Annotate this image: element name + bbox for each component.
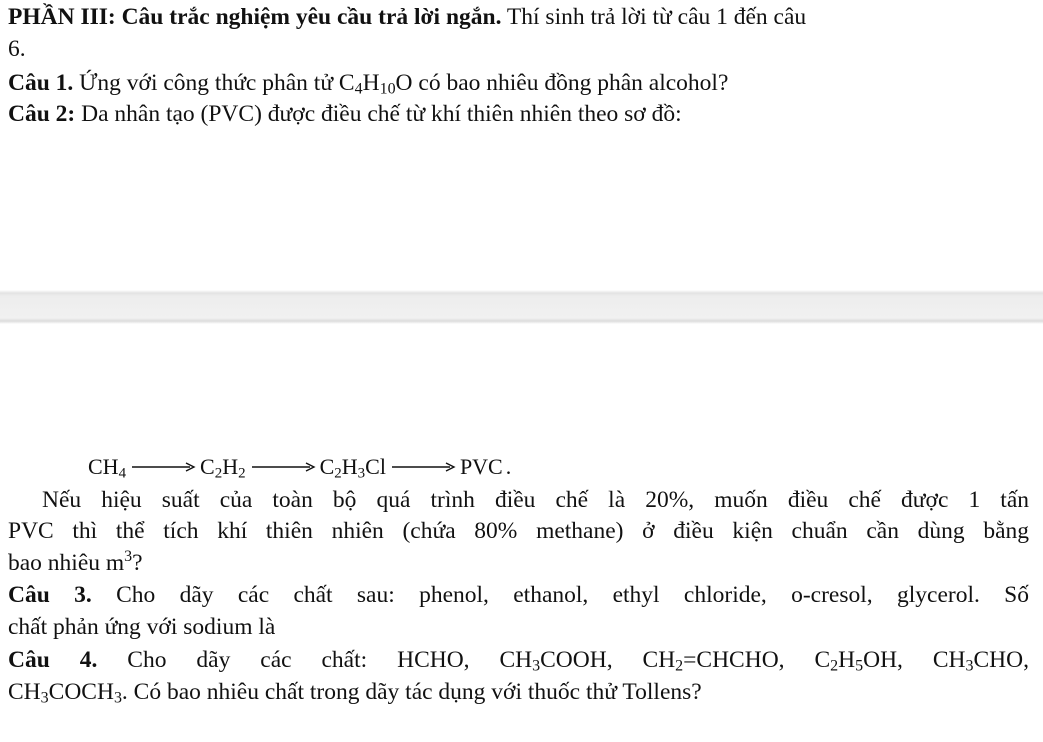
question-2-intro-text: Da nhân tạo (PVC) được điều chế từ khí thiên nhiên theo sơ đồ: xyxy=(81,101,682,127)
question-4-line-1 xyxy=(8,645,1029,675)
question-3-label: Câu 3. xyxy=(8,582,92,608)
question-4-label: Câu 4. xyxy=(8,647,98,673)
question-2-label: Câu 2: xyxy=(8,101,76,127)
part-header-line-1 xyxy=(8,2,1029,32)
part-header-line-2 xyxy=(8,34,1029,64)
part-header-instruction-cont: 6. xyxy=(8,36,26,62)
question-3-line-1 xyxy=(8,580,1029,610)
question-2-line-2: PVC thì thể tích khí thiên nhiên (chứa 80% methane) ở điều kiện chuẩn cần dùng bằng xyxy=(8,518,1029,544)
question-2-line-1: Nếu hiệu suất của toàn bộ quá trình điều chế là 20%, muốn điều chế được 1 tấn xyxy=(42,487,1029,513)
reaction-arrow-icon xyxy=(390,451,456,481)
question-1 xyxy=(8,68,1029,98)
question-3-line-2: chất phản ứng với sodium là xyxy=(8,614,276,640)
reaction-scheme xyxy=(88,452,511,482)
reaction-arrow-icon xyxy=(130,451,196,481)
question-1-label: Câu 1. xyxy=(8,70,74,96)
question-4-text: Cho dãy các chất: HCHO, $CH_3COOH$, $CH_2=CHCHO$, $C_2H_5OH$, $CH_3CHO$, xyxy=(127,647,1029,675)
question-2-intro xyxy=(8,99,1029,129)
scheme-methane: $CH_4$ xyxy=(88,454,127,482)
scheme-vinyl-chloride: $C_2H_3Cl$ xyxy=(319,454,386,482)
scheme-pvc: PVC . xyxy=(459,454,512,479)
reaction-arrow-icon xyxy=(250,451,316,481)
part-header-label: PHẦN III: Câu trắc nghiệm yêu cầu trả lời ngắn. xyxy=(8,4,502,30)
part-header-instruction: Thí sinh trả lời từ câu 1 đến câu xyxy=(506,4,807,30)
question-3-text: Cho dãy các chất sau: phenol, ethanol, ethyl chloride, o-cresol, glycerol. Số xyxy=(116,582,1029,608)
question-2-line-3: bao nhiêu $m^3$? xyxy=(8,548,143,576)
page-divider xyxy=(0,290,1043,324)
scheme-acetylene: $C_2H_2$ xyxy=(200,454,246,482)
question-1-text: Ứng với công thức phân tử $C_4H_{10}O$ có bao nhiêu đồng phân alcohol? xyxy=(79,70,729,98)
question-4-line-2: $CH_3COCH_3$. Có bao nhiêu chất trong dãy tác dụng với thuốc thử Tollens? xyxy=(8,679,702,707)
